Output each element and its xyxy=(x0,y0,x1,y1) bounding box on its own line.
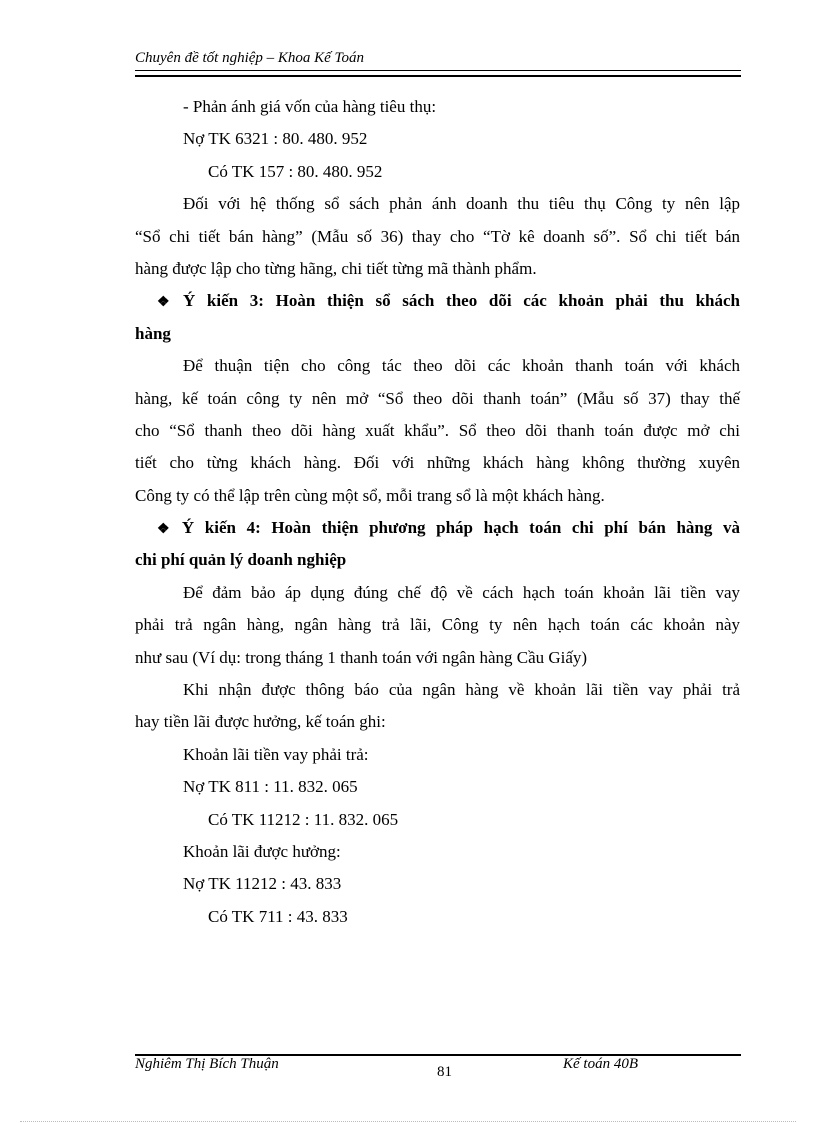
body-line-21: Khoản lãi tiền vay phải trả: xyxy=(183,744,369,764)
section-heading-4-text: Ý kiến 4: Hoàn thiện phương pháp hạch toán chi phí bán hàng và xyxy=(181,518,740,538)
diamond-bullet-icon: ❖ xyxy=(157,295,177,311)
body-line-16: Để đảm bảo áp dụng đúng chế độ về cách hạch toán khoản lãi tiền vay xyxy=(183,582,740,602)
body-line-25: Nợ TK 11212 : 43. 833 xyxy=(183,874,342,894)
body-line-9: Để thuận tiện cho công tác theo dõi các khoản thanh toán với khách xyxy=(183,356,740,376)
body-line-23: Có TK 11212 : 11. 832. 065 xyxy=(208,809,399,829)
body-line-5: “Sổ chi tiết bán hàng” (Mẫu số 36) thay cho “Tờ kê doanh số”. Sổ chi tiết bán xyxy=(135,226,740,246)
section-heading-3-cont: hàng xyxy=(135,323,171,343)
header-rule xyxy=(135,70,741,77)
body-line-3: Có TK 157 : 80. 480. 952 xyxy=(208,161,383,181)
body-line-6: hàng được lập cho từng hãng, chi tiết từng mã thành phẩm. xyxy=(135,258,537,278)
body-line-17: phải trả ngân hàng, ngân hàng trả lãi, Công ty nên hạch toán các khoản này xyxy=(135,615,740,635)
section-heading-3-text: Ý kiến 3: Hoàn thiện sổ sách theo dõi các khoản phải thu khách xyxy=(182,291,740,311)
body-line-12: tiết cho từng khách hàng. Đối với những khách hàng không thường xuyên xyxy=(135,453,740,473)
body-line-19: Khi nhận được thông báo của ngân hàng về khoản lãi tiền vay phải trả xyxy=(183,680,740,700)
body-line-20: hay tiền lãi được hưởng, kế toán ghi: xyxy=(135,712,386,732)
page-header-title: Chuyên đề tốt nghiệp – Khoa Kế Toán xyxy=(135,50,365,66)
page-edge-divider xyxy=(20,1121,796,1122)
body-line-1: - Phản ánh giá vốn của hàng tiêu thụ: xyxy=(183,97,437,116)
body-line-11: cho “Sổ thanh theo dõi hàng xuất khẩu”. Sổ theo dõi thanh toán được mở chi xyxy=(135,420,740,440)
body-line-4: Đối với hệ thống sổ sách phản ánh doanh thu tiêu thụ Công ty nên lập xyxy=(183,194,740,214)
body-line-13: Công ty có thể lập trên cùng một sổ, mỗi trang sổ là một khách hàng. xyxy=(135,485,605,505)
section-heading-4 xyxy=(135,512,740,544)
diamond-bullet-icon: ❖ xyxy=(157,522,176,538)
body-line-2: Nợ TK 6321 : 80. 480. 952 xyxy=(183,129,368,149)
section-heading-4-cont: chi phí quản lý doanh nghiệp xyxy=(135,550,347,570)
page-number: 81 xyxy=(437,1064,452,1080)
body-line-24: Khoản lãi được hưởng: xyxy=(183,841,341,861)
body-line-18: như sau (Ví dụ: trong tháng 1 thanh toán với ngân hàng Cầu Giấy) xyxy=(135,647,588,667)
footer-author: Nghiêm Thị Bích Thuận xyxy=(135,1056,279,1072)
footer-class: Kế toán 40B xyxy=(563,1056,638,1072)
body-line-22: Nợ TK 811 : 11. 832. 065 xyxy=(183,777,358,797)
section-heading-3 xyxy=(135,285,740,317)
body-line-26: Có TK 711 : 43. 833 xyxy=(208,906,348,926)
document-body xyxy=(135,91,740,933)
body-line-10: hàng, kế toán công ty nên mở “Sổ theo dõi thanh toán” (Mẫu số 37) thay thế xyxy=(135,388,740,408)
